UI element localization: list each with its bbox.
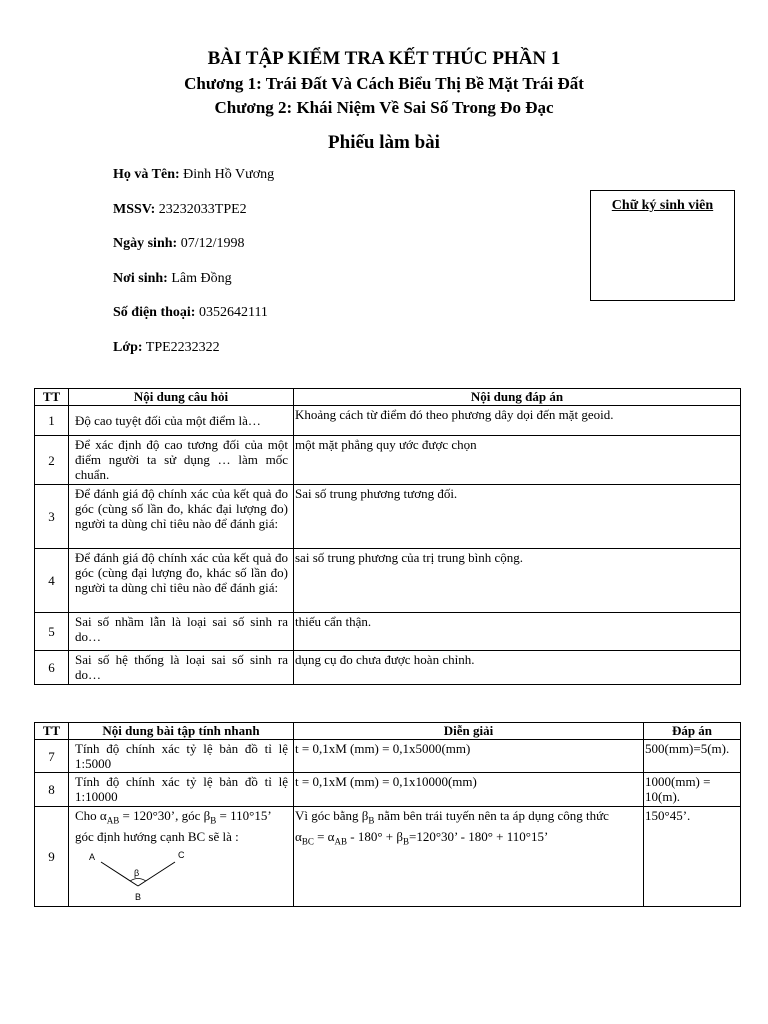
col-header-result: Đáp án [644,723,741,740]
text-fragment: - 180° + β [347,828,403,844]
id-label: MSSV: [113,201,156,217]
answer-cell: Khoảng cách từ điểm đó theo phương dây dọi đến mặt geoid. [294,406,741,436]
subscript: AB [334,836,347,847]
id-row [113,201,274,236]
chapter-2-title: Chương 2: Khái Niệm Về Sai Số Trong Đo Đạc [214,98,554,117]
table-row [35,549,741,613]
table-row [35,773,741,807]
row-number: 9 [35,807,69,907]
question-cell: Để đánh giá độ chính xác của kết quả đo góc (cùng đại lượng đo, khác số lần đo) người ta dùng chỉ tiêu nào để đánh giá: [69,549,294,613]
pob-label: Nơi sinh: [113,270,168,286]
row-number: 3 [35,485,69,549]
explanation-line-1 [295,808,642,829]
text-fragment: =120°30’ - 180° + 110°15’ [409,828,549,844]
segment-bc [138,862,175,886]
explanation-cell: t = 0,1xM (mm) = 0,1x5000(mm) [294,740,644,773]
table-row [35,436,741,485]
question-cell: Sai số hệ thống là loại sai số sinh ra do… [69,651,294,685]
table-row [35,613,741,651]
pob-row [113,270,274,305]
table-row [35,740,741,773]
text-fragment: = α [313,828,335,844]
document-title: BÀI TẬP KIỂM TRA KẾT THÚC PHẦN 1 [207,48,561,69]
text-fragment: = 110°15’ [216,808,272,823]
sheet-title: Phiếu làm bài [328,132,440,153]
phone-value: 0352642111 [198,305,268,320]
result-cell: 150°45’. [644,807,741,907]
result-cell: 1000(mm) = 10(m). [644,773,741,807]
exercise-cell: Tính độ chính xác tỷ lệ bản đồ tỉ lệ 1:10000 [69,773,294,807]
explanation-cell: t = 0,1xM (mm) = 0,1x10000(mm) [294,773,644,807]
label-beta: β [134,867,140,878]
class-value: TPE2232322 [145,339,220,355]
question-cell: Để đánh giá độ chính xác của kết quả đo góc (cùng số lần đo, khác đại lượng đo) người ta dùng chỉ tiêu nào để đánh giá: [69,485,294,549]
student-info [113,166,274,373]
row-number: 8 [35,773,69,807]
col-header-question: Nội dung câu hỏi [69,389,294,406]
id-value: 23232033TPE2 [158,201,247,217]
answer-cell: một mặt phẳng quy ước được chọn [294,436,741,485]
label-b: B [135,891,142,902]
exercise-line-1 [75,808,288,829]
answer-cell: thiếu cẩn thận. [294,613,741,651]
text-fragment: Vì góc bằng β [295,808,369,823]
class-label: Lớp: [113,339,143,355]
name-value: Đinh Hồ Vương [183,167,275,182]
col-header-tt: TT [35,723,69,740]
segment-ba [101,862,138,886]
subscript: B [402,836,409,847]
exercise-cell: Tính độ chính xác tỷ lệ bản đồ tỉ lệ 1:5000 [69,740,294,773]
text-fragment: nằm bên trái tuyến nên ta áp dụng công thức [374,808,609,823]
text-fragment: α [295,828,302,844]
col-header-explanation: Diễn giải [294,723,644,740]
text-fragment: = 120°30’, góc β [119,808,211,823]
dob-value: 07/12/1998 [180,236,245,251]
result-cell: 500(mm)=5(m). [644,740,741,773]
table-header [35,723,741,740]
signature-box [590,190,735,301]
answer-cell: dụng cụ đo chưa được hoàn chỉnh. [294,651,741,685]
question-cell: Độ cao tuyệt đối của một điểm là… [69,406,294,436]
phone-row [113,304,274,339]
col-header-exercise: Nội dung bài tập tính nhanh [69,723,294,740]
subscript: AB [106,815,120,826]
name-label: Họ và Tên: [113,167,180,182]
label-c: C [178,849,185,860]
label-a: A [89,851,96,862]
subscript: BC [301,836,314,847]
angle-diagram [83,846,193,904]
phone-label: Số điện thoại: [113,305,196,320]
row-number: 1 [35,406,69,436]
answer-cell: Sai số trung phương tương đối. [294,485,741,549]
explanation-line-2 [295,829,642,850]
table-row [35,651,741,685]
table-row [35,807,741,907]
col-header-answer: Nội dung đáp án [294,389,741,406]
text-fragment: Cho α [75,808,107,823]
signature-label: Chữ ký sinh viên [611,198,714,213]
row-number: 6 [35,651,69,685]
chapter-1-title: Chương 1: Trái Đất Và Cách Biểu Thị Bề Mặt Trái Đất [184,74,584,93]
row-number: 7 [35,740,69,773]
col-header-tt: TT [35,389,69,406]
subscript: B [368,815,375,826]
question-cell: Sai số nhầm lẫn là loại sai số sinh ra do… [69,613,294,651]
question-table [34,388,741,685]
explanation-cell [294,807,644,907]
exercise-line-2: góc định hướng cạnh BC sẽ là : [75,828,239,844]
answer-cell: sai số trung phương của trị trung bình cộng. [294,549,741,613]
dob-label: Ngày sinh: [113,236,178,251]
table-header [35,389,741,406]
subscript: B [210,815,217,826]
header [0,46,768,156]
table-row [35,406,741,436]
table-row [35,485,741,549]
exercise-cell [69,807,294,907]
class-row [113,339,274,374]
angle-arc [130,878,146,881]
pob-value: Lâm Đồng [171,270,232,286]
exercise-table [34,722,741,907]
row-number: 5 [35,613,69,651]
row-number: 2 [35,436,69,485]
question-cell: Để xác định độ cao tương đối của một điểm người ta sử dụng … làm mốc chuẩn. [69,436,294,485]
dob-row [113,235,274,270]
row-number: 4 [35,549,69,613]
name-row [113,166,274,201]
